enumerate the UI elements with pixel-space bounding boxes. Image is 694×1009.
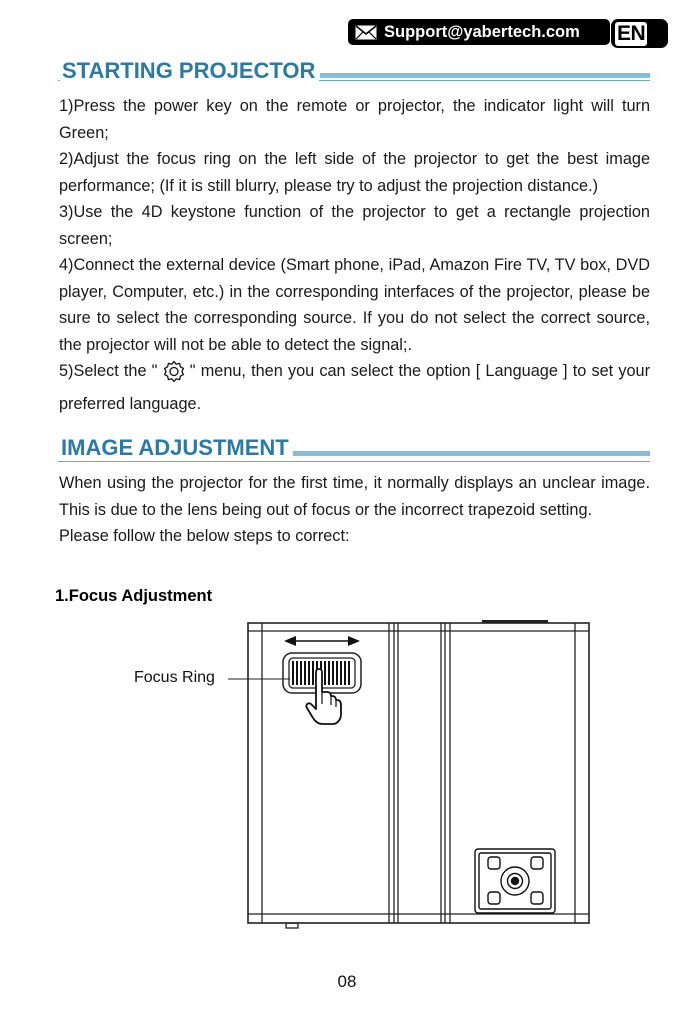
step-item-language [59, 358, 650, 417]
follow-instruction: Please follow the below steps to correct: [59, 527, 350, 545]
support-email-badge [348, 19, 610, 45]
step-item: 3)Use the 4D keystone function of the projector to get a rectangle projection screen; [59, 203, 650, 248]
focus-adjustment-subtitle: 1.Focus Adjustment [55, 587, 213, 605]
section-title-starting-projector: STARTING PROJECTOR [60, 58, 319, 84]
step-item: 2)Adjust the focus ring on the left side of the projector to get the best image performance; (If it is still blurry, please try to adjust the projection distance.) [59, 150, 650, 195]
section-rule-thick [292, 451, 650, 456]
section-title-image-adjustment: IMAGE ADJUSTMENT [59, 435, 293, 461]
step-item: 4)Connect the external device (Smart phone, iPad, Amazon Fire TV, TV box, DVD player, Computer, etc.) in the corresponding interfaces of the projector, please be sure to select the corresponding source. If you do not select the correct source, the projector will not be able to detect the signal;. [59, 256, 650, 354]
control-panel-icon [475, 849, 555, 913]
step5-before: 5)Select the " [59, 362, 163, 380]
intro-paragraph: When using the projector for the first time, it normally displays an unclear image. This is due to the lens being out of focus or the incorrect trapezoid setting. [59, 474, 650, 519]
focus-ring-label: Focus Ring [134, 669, 215, 686]
double-arrow-icon [284, 636, 360, 646]
language-badge [611, 19, 668, 48]
section-rule-thin [58, 461, 650, 462]
step5-after: " menu, then you can select the option [ Language ] to set your preferred language. [59, 362, 650, 413]
projector-focus-illustration [0, 612, 694, 942]
step-item: 1)Press the power key on the remote or projector, the indicator light will turn Green; [59, 97, 650, 142]
page-number: 08 [337, 972, 357, 991]
settings-gear-icon [163, 360, 185, 391]
section-rule-thick [320, 73, 650, 78]
starting-projector-steps [59, 93, 650, 417]
support-email-text: Support@yabertech.com [384, 22, 580, 41]
language-badge-text: EN [617, 21, 646, 45]
envelope-icon [348, 25, 384, 40]
image-adjustment-text [59, 470, 650, 550]
